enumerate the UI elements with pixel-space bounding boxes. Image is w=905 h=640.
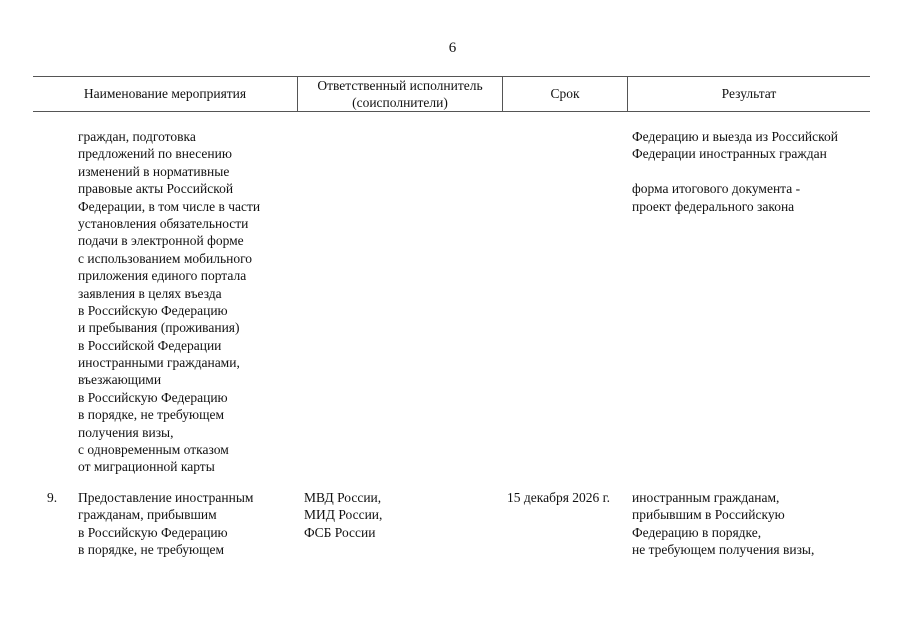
header-result-column	[628, 76, 870, 111]
page-number: 6	[448, 40, 457, 56]
row-9-number: 9.	[47, 490, 58, 505]
row-9-executor-line: ФСБ России	[304, 524, 376, 540]
header-deadline-label: Срок	[550, 86, 580, 101]
header-result-label: Результат	[721, 86, 777, 101]
row-9-executor-cell	[304, 489, 382, 541]
header-name-label: Наименование мероприятия	[83, 86, 247, 101]
header-name-column	[33, 76, 297, 111]
continued-result-line: Федерацию и выезда из Российской	[632, 129, 838, 144]
row-9-result-line: прибывшим в Российскую	[632, 507, 785, 523]
header-deadline-column	[503, 76, 627, 111]
header-executor-line-1: Ответственный исполнитель	[317, 77, 483, 93]
continued-name-line: приложения единого портала	[78, 268, 247, 284]
continued-name-line: с использованием мобильного	[78, 250, 253, 266]
continued-name-line: в Российскую Федерацию	[78, 302, 228, 318]
row-9-result-line: Федерацию в порядке,	[632, 524, 762, 540]
row-9-name-cell	[78, 489, 253, 559]
continued-result-cell	[632, 128, 838, 215]
continued-name-line: заявления в целях въезда	[78, 285, 222, 301]
continued-name-line: Федерации, в том числе в части	[78, 198, 261, 214]
row-9-name-line: Предоставление иностранным	[78, 490, 254, 505]
continued-name-line: установления обязательности	[78, 215, 249, 231]
continued-name-line: въезжающими	[78, 372, 162, 388]
continued-name-line: в Российской Федерации	[78, 337, 222, 353]
continued-name-line: в порядке, не требующем	[78, 407, 225, 423]
continued-name-line: изменений в нормативные	[78, 163, 230, 179]
continued-result-line: Федерации иностранных граждан	[632, 146, 827, 162]
row-9-name-line: в Российскую Федерацию	[78, 524, 228, 540]
continued-name-line: граждан, подготовка	[78, 129, 196, 144]
continued-name-line: получения визы,	[78, 424, 174, 440]
row-9-name-line: гражданам, прибывшим	[78, 507, 217, 523]
header-executor-line-2: (соисполнители)	[352, 94, 448, 110]
continued-name-line: с одновременным отказом	[78, 442, 229, 458]
row-9-result-cell	[632, 489, 814, 559]
continued-name-line: правовые акты Российской	[78, 181, 234, 197]
row-9-executor-line: МИД России,	[304, 507, 383, 523]
row-9-name-line: в порядке, не требующем	[78, 542, 225, 558]
continued-name-cell	[78, 128, 260, 476]
row-9-executor-line: МВД России,	[304, 490, 382, 505]
row-9-result-line: иностранным гражданам,	[632, 490, 780, 505]
result-form-line: форма итогового документа -	[632, 181, 801, 197]
continued-name-line: иностранными гражданами,	[78, 355, 240, 371]
header-executor-column	[298, 76, 502, 111]
continued-name-line: от миграционной карты	[78, 459, 215, 475]
table-header-bottom-rule	[33, 111, 870, 112]
continued-name-line: подачи в электронной форме	[78, 233, 244, 249]
continued-name-line: в Российскую Федерацию	[78, 389, 228, 405]
result-form-line: проект федерального закона	[632, 198, 795, 214]
continued-name-line: предложений по внесению	[78, 146, 232, 162]
continued-name-line: и пребывания (проживания)	[78, 320, 240, 336]
row-9-result-line: не требующем получения визы,	[632, 542, 815, 558]
row-9-deadline: 15 декабря 2026 г.	[507, 490, 611, 505]
